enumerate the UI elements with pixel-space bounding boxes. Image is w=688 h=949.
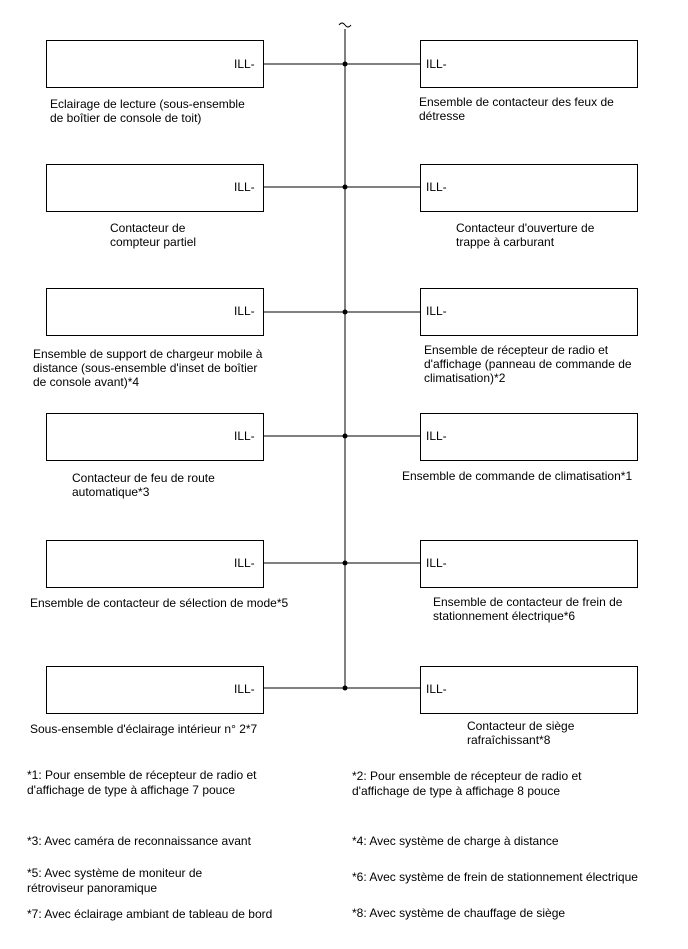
pin-label: ILL- <box>234 682 255 696</box>
component-box-air-conditioning-control <box>420 413 638 461</box>
component-box-interior-light-no2 <box>46 666 264 714</box>
footnote-4: *4: Avec système de charge à distance <box>352 834 559 848</box>
junction-dot <box>343 561 348 566</box>
pin-label: ILL- <box>234 429 255 443</box>
component-label-radio-display-receiver: Ensemble de récepteur de radio et d'affichage (panneau de commande de climatisation)*2 <box>424 343 632 385</box>
component-label-auto-high-beam-switch: Contacteur de feu de route automatique*3 <box>72 471 215 499</box>
component-label-fuel-lid-switch: Contacteur d'ouverture de trappe à carburant <box>456 221 595 249</box>
component-label-air-conditioning-control: Ensemble de commande de climatisation*1 <box>402 469 633 483</box>
component-label-seat-ventilation-switch: Contacteur de siège rafraîchissant*8 <box>467 719 575 747</box>
pin-label: ILL- <box>234 556 255 570</box>
footnote-5: *5: Avec système de moniteur de rétroviseur panoramique <box>27 866 203 895</box>
bus-break-symbol <box>339 23 351 27</box>
component-box-seat-ventilation-switch <box>420 666 638 714</box>
component-box-electric-parking-brake-switch <box>420 540 638 588</box>
junction-dot <box>343 686 348 691</box>
footnote-7: *7: Avec éclairage ambiant de tableau de bord <box>27 907 273 921</box>
pin-label: ILL- <box>426 304 447 318</box>
junction-dot <box>343 62 348 67</box>
footnote-3: *3: Avec caméra de reconnaissance avant <box>27 834 251 848</box>
pin-label: ILL- <box>426 429 447 443</box>
pin-label: ILL- <box>234 57 255 71</box>
component-label-electric-parking-brake-switch: Ensemble de contacteur de frein de stationnement électrique*6 <box>433 595 623 623</box>
component-label-interior-light-no2: Sous-ensemble d'éclairage intérieur n° 2*7 <box>30 722 258 736</box>
footnote-2: *2: Pour ensemble de récepteur de radio et d'affichage de type à affichage 8 pouce <box>352 769 582 798</box>
component-label-trip-meter-switch: Contacteur de compteur partiel <box>110 221 197 249</box>
component-label-reading-light: Eclairage de lecture (sous-ensemble de boîtier de console de toit) <box>50 97 245 125</box>
component-box-hazard-switch <box>420 40 638 88</box>
component-label-hazard-switch: Ensemble de contacteur des feux de détresse <box>419 95 614 123</box>
component-label-mobile-charger-holder: Ensemble de support de chargeur mobile à distance (sous-ensemble d'inset de boîtier de console avant)*4 <box>33 347 263 389</box>
junction-dot <box>343 310 348 315</box>
component-box-radio-display-receiver <box>420 288 638 336</box>
footnote-1: *1: Pour ensemble de récepteur de radio et d'affichage de type à affichage 7 pouce <box>27 768 257 797</box>
component-box-auto-high-beam-switch <box>46 413 264 461</box>
junction-dot <box>343 434 348 439</box>
component-box-fuel-lid-switch <box>420 164 638 212</box>
junction-dot <box>343 185 348 190</box>
footnote-6: *6: Avec système de frein de stationnement électrique <box>352 870 638 884</box>
component-box-reading-light <box>46 40 264 88</box>
component-box-mode-select-switch <box>46 540 264 588</box>
pin-label: ILL- <box>426 682 447 696</box>
component-box-trip-meter-switch <box>46 164 264 212</box>
pin-label: ILL- <box>234 180 255 194</box>
pin-label: ILL- <box>426 180 447 194</box>
pin-label: ILL- <box>426 556 447 570</box>
component-label-mode-select-switch: Ensemble de contacteur de sélection de mode*5 <box>30 596 289 610</box>
footnote-8: *8: Avec système de chauffage de siège <box>352 906 566 920</box>
pin-label: ILL- <box>234 304 255 318</box>
component-box-mobile-charger-holder <box>46 288 264 336</box>
pin-label: ILL- <box>426 57 447 71</box>
